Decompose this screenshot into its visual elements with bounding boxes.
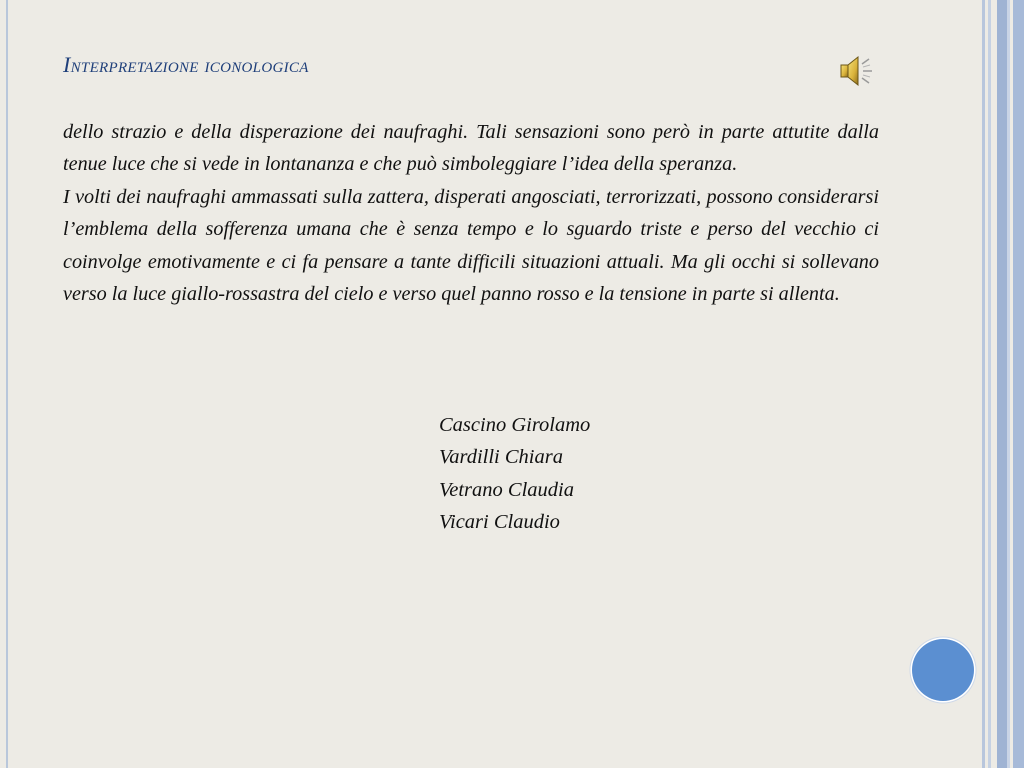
stripe xyxy=(982,0,985,768)
speaker-icon[interactable] xyxy=(838,54,876,88)
stripe xyxy=(1007,0,1010,768)
author-name: Cascino Girolamo xyxy=(439,414,591,436)
slide-body xyxy=(63,116,879,310)
stripe xyxy=(1013,0,1024,768)
speaker-icon-graphic xyxy=(838,54,876,88)
stripe xyxy=(997,0,1007,768)
slide-title: Interpretazione iconologica xyxy=(63,52,309,77)
right-decorative-stripes xyxy=(982,0,1024,768)
left-border-line xyxy=(6,0,8,768)
circle-button[interactable] xyxy=(912,639,974,701)
author-name: Vetrano Claudia xyxy=(439,478,574,501)
stripe xyxy=(988,0,991,768)
author-name: Vardilli Chiara xyxy=(439,446,563,469)
body-paragraph-1: dello strazio e della disperazione dei naufraghi. Tali sensazioni sono però in parte attutite dalla tenue luce che si vede in lontananza e che può simboleggiare l’idea della speranza. xyxy=(63,121,879,176)
body-paragraph-2: I volti dei naufraghi ammassati sulla zattera, disperati angosciati, terrorizzati, possono considerarsi l’emblema della sofferenza umana che è senza tempo e lo sguardo triste e perso del vecchio ci coinvolge emotivamente e ci fa pensare a tante difficili situazioni attuali. Ma gli occhi si sollevano verso la luce giallo-rossastra del cielo e verso quel panno rosso e la tensione in parte si allenta. xyxy=(63,185,879,306)
author-name: Vicari Claudio xyxy=(439,511,560,534)
authors-list xyxy=(439,409,590,539)
